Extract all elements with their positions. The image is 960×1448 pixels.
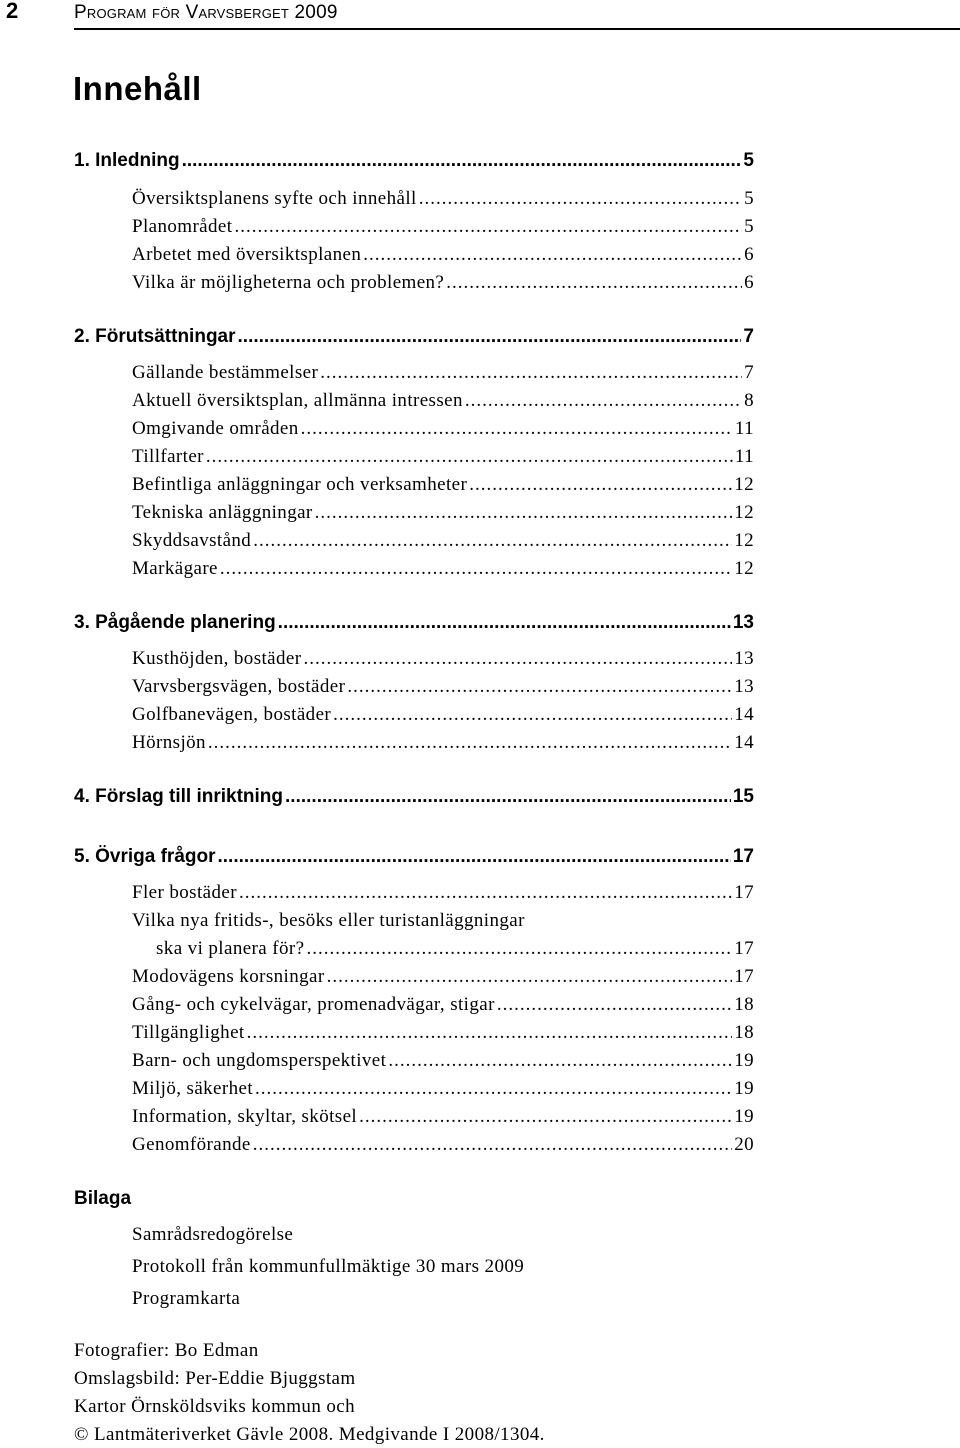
- toc-page: 7: [743, 326, 754, 347]
- running-title: Program för Varvsberget 2009: [74, 2, 338, 23]
- toc-section[interactable]: [132, 994, 754, 1016]
- toc-section[interactable]: [132, 390, 754, 412]
- toc-page: 17: [734, 966, 754, 987]
- toc-page: 13: [732, 612, 754, 633]
- toc-page: 18: [734, 994, 754, 1015]
- toc-page: 6: [744, 244, 754, 265]
- toc-label: Planområdet: [132, 216, 233, 237]
- toc-section-first-line[interactable]: Vilka nya fritids-, besöks eller turistanläggningar: [132, 910, 525, 931]
- toc-section[interactable]: [132, 188, 754, 210]
- appendix-heading: Bilaga: [74, 1188, 132, 1209]
- toc-chapter[interactable]: [74, 612, 754, 634]
- toc-leader: [446, 272, 742, 294]
- toc-section[interactable]: [132, 418, 754, 440]
- toc-page: 18: [734, 1022, 754, 1043]
- toc-section[interactable]: [132, 966, 754, 988]
- toc-leader: [253, 530, 732, 552]
- toc-leader: [306, 938, 732, 960]
- toc-page: 14: [734, 732, 754, 753]
- toc-label: 1. Inledning: [74, 150, 180, 171]
- toc-label: Varvsbergsvägen, bostäder: [132, 676, 346, 697]
- toc-label: ska vi planera för?: [156, 938, 305, 959]
- toc-label: Tekniska anläggningar: [132, 502, 313, 523]
- toc-label: Hörnsjön: [132, 732, 206, 753]
- toc-label: Miljö, säkerhet: [132, 1078, 254, 1099]
- toc-leader: [278, 612, 731, 634]
- toc-leader: [220, 558, 732, 580]
- toc-page: 12: [734, 558, 754, 579]
- toc-leader: [208, 732, 732, 754]
- toc-section[interactable]: [132, 1106, 754, 1128]
- toc-section[interactable]: [132, 362, 754, 384]
- toc-label: Tillfarter: [132, 446, 204, 467]
- toc-label: Markägare: [132, 558, 218, 579]
- toc-section[interactable]: [132, 676, 754, 698]
- toc-leader: [320, 362, 742, 384]
- toc-page: 12: [734, 502, 754, 523]
- toc-label: Fler bostäder: [132, 882, 237, 903]
- toc-label: Tillgänglighet: [132, 1022, 245, 1043]
- toc-page: 8: [744, 390, 754, 411]
- toc-label: Modovägens korsningar: [132, 966, 325, 987]
- toc-section[interactable]: [132, 216, 754, 238]
- toc-chapter[interactable]: [74, 846, 754, 868]
- toc-section[interactable]: [132, 648, 754, 670]
- toc-leader: [238, 326, 742, 348]
- page-title: Innehåll: [73, 70, 202, 107]
- toc-leader: [206, 446, 733, 468]
- toc-section[interactable]: [132, 474, 754, 496]
- appendix-item: Samrådsredogörelse: [132, 1224, 294, 1245]
- toc-page: 19: [734, 1106, 754, 1127]
- toc-label: Genomförande: [132, 1134, 251, 1155]
- toc-page: 11: [734, 418, 754, 439]
- toc-page: 13: [734, 676, 754, 697]
- toc-section[interactable]: [132, 272, 754, 294]
- toc-section[interactable]: [132, 1078, 754, 1100]
- toc-label: Gällande bestämmelser: [132, 362, 319, 383]
- toc-leader: [234, 216, 742, 238]
- toc-page: 5: [743, 150, 754, 171]
- toc-leader: [359, 1106, 732, 1128]
- toc-page: 14: [734, 704, 754, 725]
- toc-page: 15: [732, 786, 754, 807]
- toc-leader: [218, 846, 731, 868]
- toc-page: 11: [734, 446, 754, 467]
- toc-leader: [347, 676, 732, 698]
- page-number: 2: [6, 0, 19, 23]
- appendix-item: Programkarta: [132, 1288, 241, 1309]
- toc-leader: [315, 502, 733, 524]
- appendix-item: Protokoll från kommunfullmäktige 30 mars 2009: [132, 1256, 525, 1277]
- toc-page: 5: [744, 216, 754, 237]
- toc-section[interactable]: [132, 1050, 754, 1072]
- toc-label: 3. Pågående planering: [74, 612, 276, 633]
- toc-leader: [239, 882, 732, 904]
- toc-section[interactable]: [132, 446, 754, 468]
- toc-label: Skyddsavstånd: [132, 530, 252, 551]
- toc-page: 20: [734, 1134, 754, 1155]
- toc-page: 7: [744, 362, 754, 383]
- toc-section-continuation[interactable]: [156, 938, 754, 960]
- toc-label: Gång- och cykelvägar, promenadvägar, stigar: [132, 994, 495, 1015]
- toc-chapter[interactable]: [74, 150, 754, 172]
- credit-line: Fotografier: Bo Edman: [74, 1340, 259, 1361]
- toc-label: Arbetet med översiktsplanen: [132, 244, 362, 265]
- toc-leader: [327, 966, 733, 988]
- toc-section[interactable]: [132, 1022, 754, 1044]
- toc-leader: [465, 390, 742, 412]
- toc-leader: [469, 474, 732, 496]
- toc-section[interactable]: [132, 244, 754, 266]
- toc-page: 6: [744, 272, 754, 293]
- toc-label: Befintliga anläggningar och verksamheter: [132, 474, 468, 495]
- toc-label: Kusthöjden, bostäder: [132, 648, 302, 669]
- toc-section[interactable]: [132, 704, 754, 726]
- toc-leader: [303, 648, 732, 670]
- toc-page: 19: [734, 1078, 754, 1099]
- page-header: [0, 0, 960, 30]
- toc-label: 4. Förslag till inriktning: [74, 786, 284, 807]
- toc-page: 12: [734, 530, 754, 551]
- toc-label: Barn- och ungdomsperspektivet: [132, 1050, 387, 1071]
- toc-leader: [247, 1022, 733, 1044]
- toc-section[interactable]: [132, 1134, 754, 1156]
- toc-page: 19: [734, 1050, 754, 1071]
- toc-leader: [182, 150, 742, 172]
- toc-leader: [333, 704, 732, 726]
- toc-label: Information, skyltar, skötsel: [132, 1106, 358, 1127]
- credit-line: © Lantmäteriverket Gävle 2008. Medgivande I 2008/1304.: [74, 1424, 545, 1445]
- credit-line: Omslagsbild: Per-Eddie Bjuggstam: [74, 1368, 356, 1389]
- toc-label: Aktuell översiktsplan, allmänna intressen: [132, 390, 463, 411]
- toc-section[interactable]: [132, 882, 754, 904]
- toc-page: 17: [732, 846, 754, 867]
- toc-leader: [363, 244, 742, 266]
- toc-label: Golfbanevägen, bostäder: [132, 704, 332, 725]
- toc-page: 17: [734, 882, 754, 903]
- toc-leader: [419, 188, 742, 210]
- toc-leader: [497, 994, 732, 1016]
- toc-section[interactable]: [132, 732, 754, 754]
- toc-section[interactable]: [132, 530, 754, 552]
- toc-label: Vilka är möjligheterna och problemen?: [132, 272, 445, 293]
- toc-leader: [388, 1050, 732, 1072]
- toc-section[interactable]: [132, 502, 754, 524]
- toc-leader: [255, 1078, 732, 1100]
- toc-leader: [301, 418, 733, 440]
- toc-label: Omgivande områden: [132, 418, 299, 439]
- credit-line: Kartor Örnsköldsviks kommun och: [74, 1396, 356, 1417]
- toc-section[interactable]: [132, 558, 754, 580]
- toc-leader: [285, 786, 731, 808]
- header-rule: [74, 28, 960, 30]
- toc-chapter[interactable]: [74, 786, 754, 808]
- toc-page: 12: [734, 474, 754, 495]
- toc-leader: [253, 1134, 732, 1156]
- toc-page: 5: [744, 188, 754, 209]
- toc-label: Översiktsplanens syfte och innehåll: [132, 188, 417, 209]
- toc-page: 17: [734, 938, 754, 959]
- toc-chapter[interactable]: [74, 326, 754, 348]
- toc-label: 5. Övriga frågor: [74, 846, 216, 867]
- toc-page: 13: [734, 648, 754, 669]
- toc-label: 2. Förutsättningar: [74, 326, 236, 347]
